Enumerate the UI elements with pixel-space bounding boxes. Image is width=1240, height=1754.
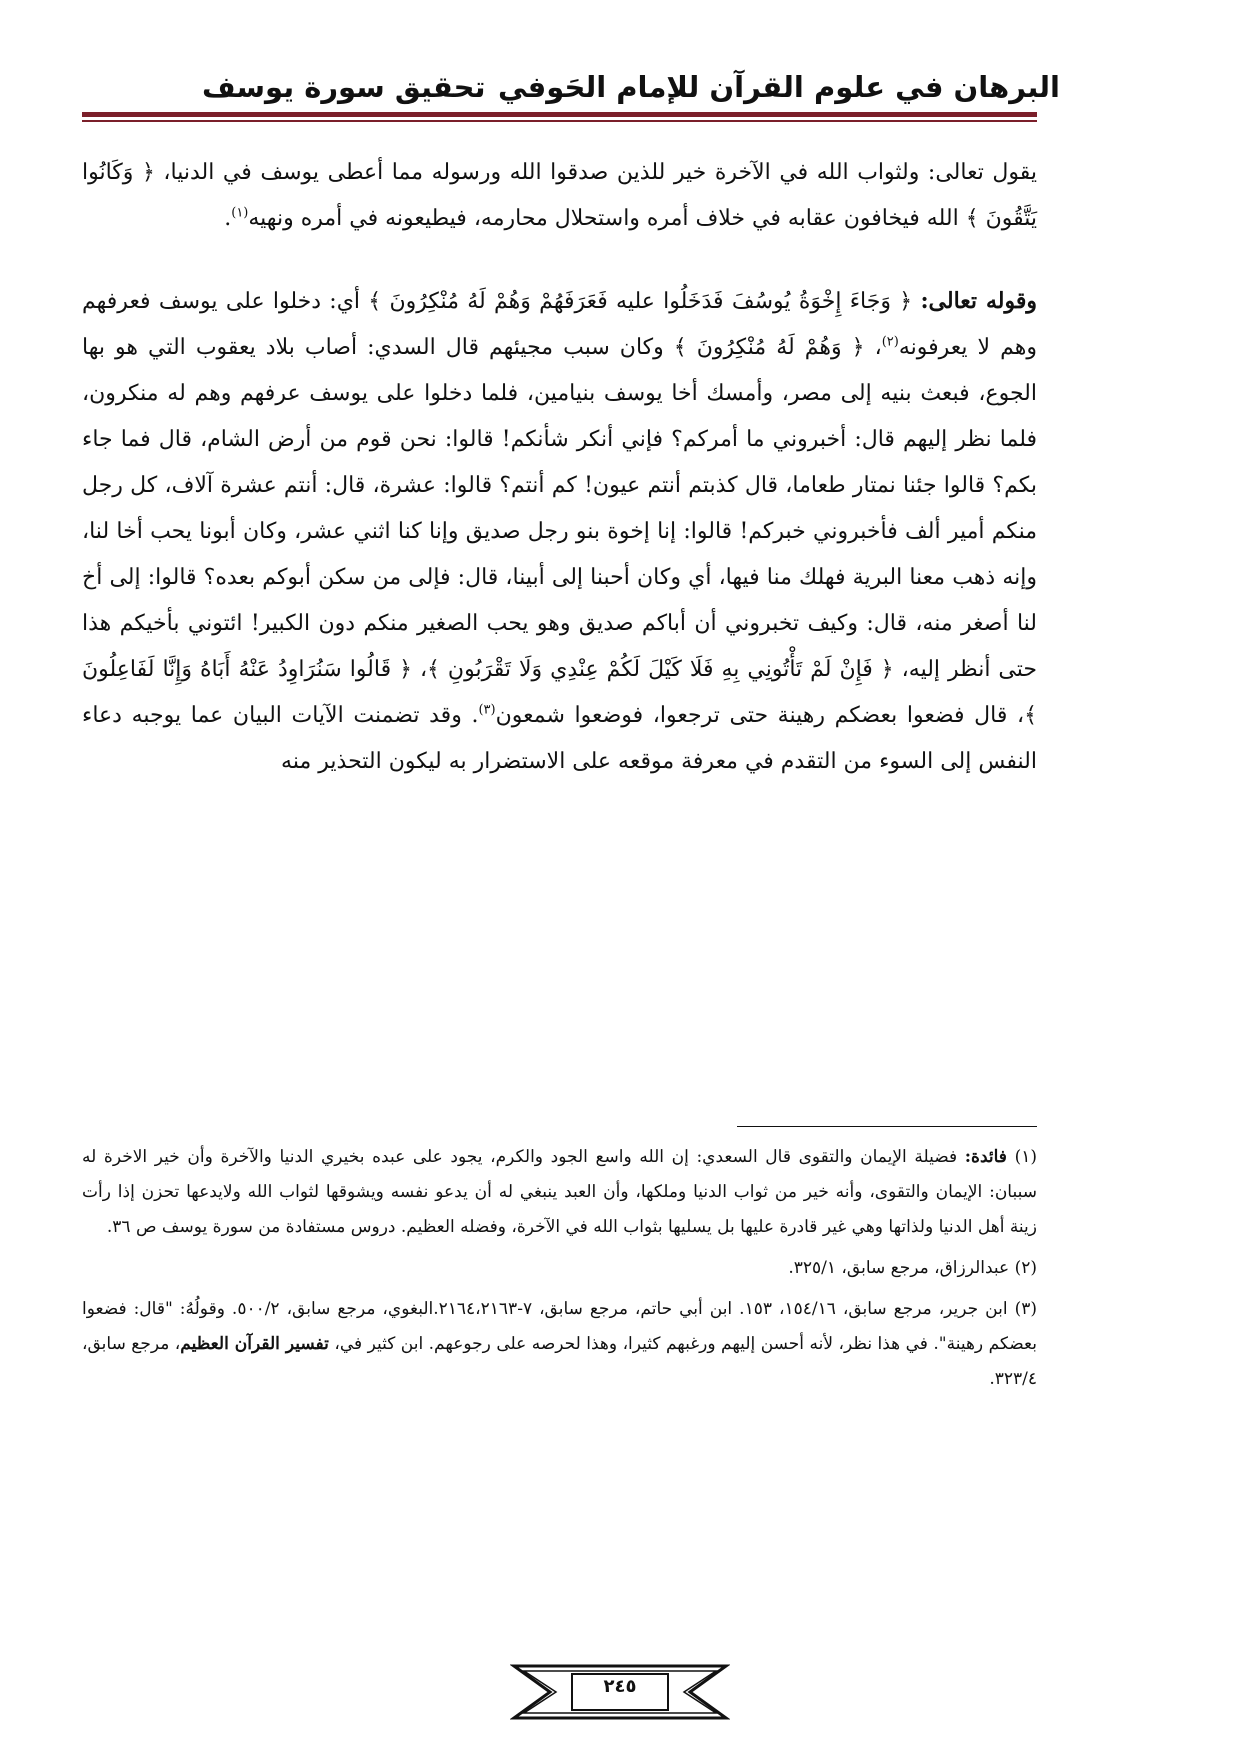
paragraph-2: وقوله تعالى: ﴿ وَجَاءَ إِخْوَةُ يُوسُفَ فَدَخَلُوا عليه فَعَرَفَهُمْ وَهُمْ لَهُ مُنْكِرُونَ ﴾ أي: دخلوا على يوسف فعرفهم وهم لا يعرفونه$^{(٢)}$، ﴿ وَهُمْ لَهُ مُنْكِرُونَ ﴾ وكان سبب مجيئهم قال السدي: أصاب بلاد يعقوب التي هو بها الجوع، فبعث بنيه إلى مصر، وأمسك أخا يوسف بنيامين، فلما دخلوا على يوسف عرفهم وهم له منكرون، فلما نظر إليهم قال: أخبروني ما أمركم؟ فإني أنكر شأنكم! قالوا: نحن قوم من أرض الشام، قال فما جاء بكم؟ قالوا جئنا نمتار طعاما، قال كذبتم أنتم عيون! كم أنتم؟ قالوا: عشرة، قال: أنتم عشرة آلاف، كل رجل منكم أمير ألف فأخبروني خبركم! قالوا: إنا إخوة بنو رجل صديق وإنا كنا اثني عشر، وكان أبونا يحب أخا لنا، وإنه ذهب معنا البرية فهلك منا فيها، أي وكان أحبنا إلى أبينا، قال: فإلى من سكن أبوكم بعده؟ قالوا: إلى أخ لنا أصغر منه، قال: وكيف تخبروني أن أباكم صديق وهو يحب الصغير منكم دون الكبير! ائتوني بأخيكم هذا حتى أنظر إليه، ﴿ فَإِنْ لَمْ تَأْتُونِي بِهِ فَلَا كَيْلَ لَكُمْ عِنْدِي وَلَا تَقْرَبُونِ ﴾، ﴿ قَالُوا سَنُرَاوِدُ عَنْهُ أَبَاهُ وَإِنَّا لَفَاعِلُونَ ﴾، قال فضعوا بعضكم رهينة حتى ترجعوا، فوضعوا شمعون$^{(٣)}$. وقد تضمنت الآيات البيان عما يوجبه دعاء النفس إلى السوء من التقدم في معرفة موقعه على الاستضرار به ليكون التحذير منه: [82, 288, 1037, 774]
chapter-title: تحقيق سورة يوسف: [202, 70, 486, 104]
running-header: [82, 70, 1060, 104]
header-rule-thin: [82, 120, 1037, 122]
page-number-ornament: [510, 1662, 730, 1722]
header-rule-thick: [82, 112, 1037, 117]
paragraph-1: يقول تعالى: ولثواب الله في الآخرة خير للذين صدقوا الله ورسوله مما أعطى يوسف في الدنيا، ﴿ وَكَانُوا يَتَّقُونَ ﴾ الله فيخافون عقابه في خلاف أمره واستحلال محارمه، فيطيعونه في أمره ونهيه$^{(١)}$.: [82, 160, 1037, 231]
footnote-3: (٣) ابن جرير، مرجع سابق، ١٥٤/١٦، ١٥٣. ابن أبي حاتم، مرجع سابق، ٧-٢١٦٤،٢١٦٣.البغوي، مرجع سابق، ٥٠٠/٢. وقولُهُ: "قال: فضعوا بعضكم رهينة". في هذا نظر، لأنه أحسن إليهم ورغبهم كثيرا، وهذا لحرصه على رجوعهم. ابن كثير في، تفسير القرآن العظيم، مرجع سابق، ٣٢٣/٤.: [82, 1299, 1037, 1389]
footnote-1: (١) فائدة: فضيلة الإيمان والتقوى قال السعدي: إن الله واسع الجود والكرم، يجود على عبده بخيري الدنيا والآخرة وأن خير الاخرة له سببان: الإيمان والتقوى، وأنه خير من ثواب الدنيا وملكها، وأن العبد ينبغي له أن يدعو نفسه ويشوقها لثواب الله ولايدعها تحزن إذا رأت زينة أهل الدنيا ولذاتها وهي غير قادرة عليها بل يسليها بثواب الله في الآخرة، وفضله العظيم. دروس مستفادة من سورة يوسف ص ٣٦.: [82, 1147, 1037, 1237]
footnote-ref-3: (٣): [478, 702, 496, 718]
footnotes: [82, 1140, 1037, 1403]
main-text: [82, 150, 1037, 785]
footnote-separator: [737, 1126, 1037, 1127]
footnote-ref-1: (١): [231, 205, 249, 221]
page-number: ٢٤٥: [603, 1676, 637, 1697]
verse-intro: وقوله تعالى:: [920, 288, 1037, 314]
footnote-2: (٢) عبدالرزاق، مرجع سابق، ٣٢٥/١.: [788, 1258, 1037, 1278]
book-title: البرهان في علوم القرآن للإمام الحَوفي: [497, 70, 1060, 104]
footnote-ref-2: (٢): [881, 334, 899, 350]
